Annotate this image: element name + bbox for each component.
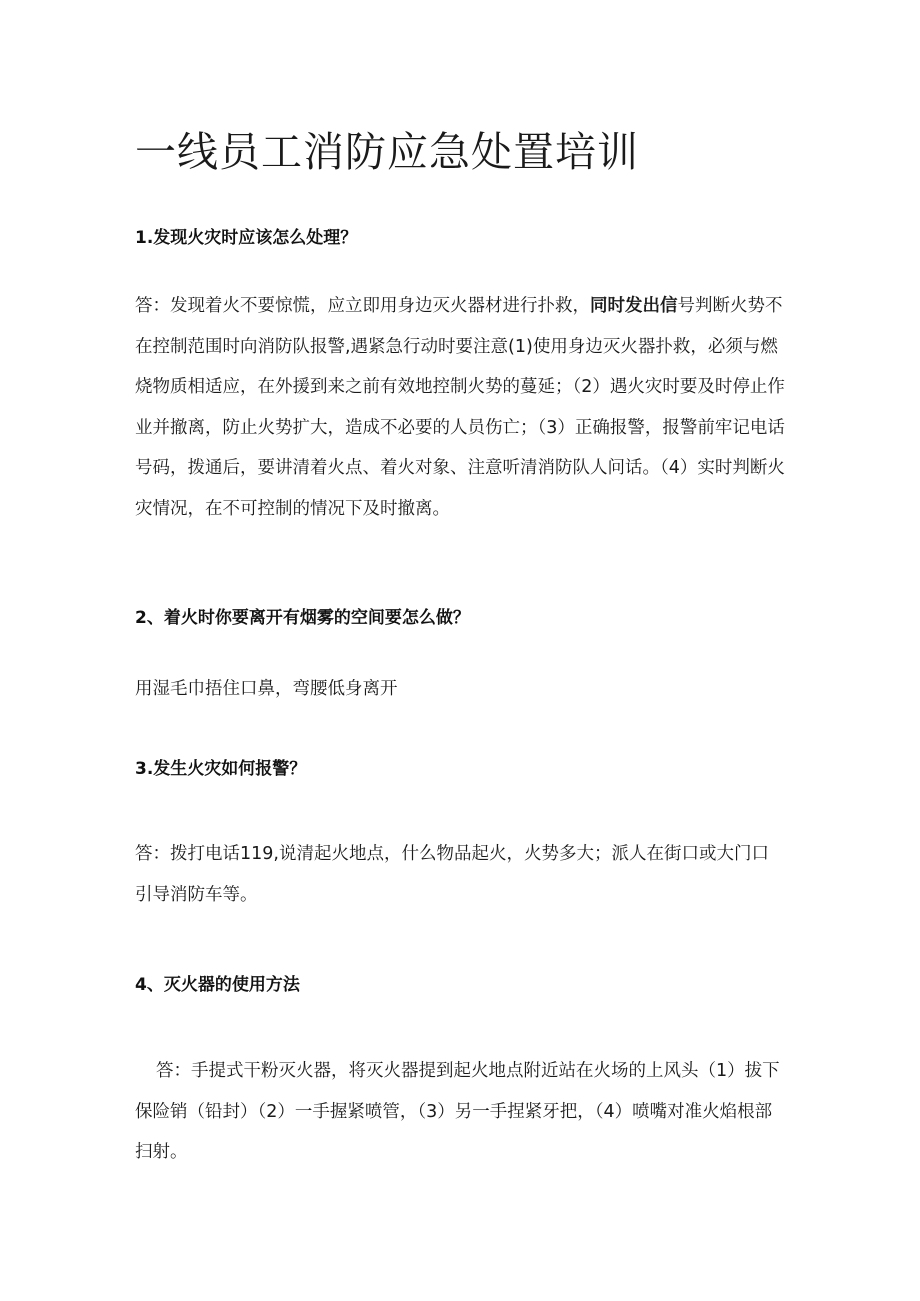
- question-3-heading: 3.发生火灾如何报警？: [135, 759, 307, 779]
- answer-1-bold-text: 同时发出信: [590, 296, 678, 316]
- page-title: 一线员工消防应急处置培训: [135, 128, 639, 176]
- question-2-heading: 2、着火时你要离开有烟雾的空间要怎么做？: [135, 608, 470, 628]
- answer-1-text-start: 答：发现着火不要惊慌，应立即用身边灭火器材进行扑救，: [135, 296, 590, 316]
- answer-4-paragraph: 答：手提式干粉灭火器，将灭火器提到起火地点附近站在火场的上风头（1）拔下保险销（铅封）（2）一手握紧喷管，（3）另一手捏紧牙把，（4）喷嘴对准火焰根部扫射。: [135, 1061, 780, 1162]
- answer-2-paragraph: 用湿毛巾捂住口鼻，弯腰低身离开: [135, 679, 398, 699]
- answer-3-paragraph: 答：拨打电话119,说清起火地点，什么物品起火，火势多大；派人在街口或大门口引导消防车等。: [135, 844, 769, 905]
- answer-1-paragraph: [135, 286, 785, 529]
- question-1-heading: 1.发现火灾时应该怎么处理？: [135, 228, 358, 248]
- question-4-heading: 4、灭火器的使用方法: [135, 975, 300, 995]
- answer-1-text-end: 号判断火势不在控制范围时向消防队报警,遇紧急行动时要注意(1)使用身边灭火器扑救，必须与燃烧物质相适应，在外援到来之前有效地控制火势的蔓延；（2）遇火灾时要及时停止作业并撤离，防止火势扩大，造成不必要的人员伤亡；（3）正确报警，报警前牢记电话号码，拨通后，要讲清着火点、着火对象、注意听清消防队人问话。（4）实时判断火灾情况，在不可控制的情况下及时撤离。: [135, 296, 785, 519]
